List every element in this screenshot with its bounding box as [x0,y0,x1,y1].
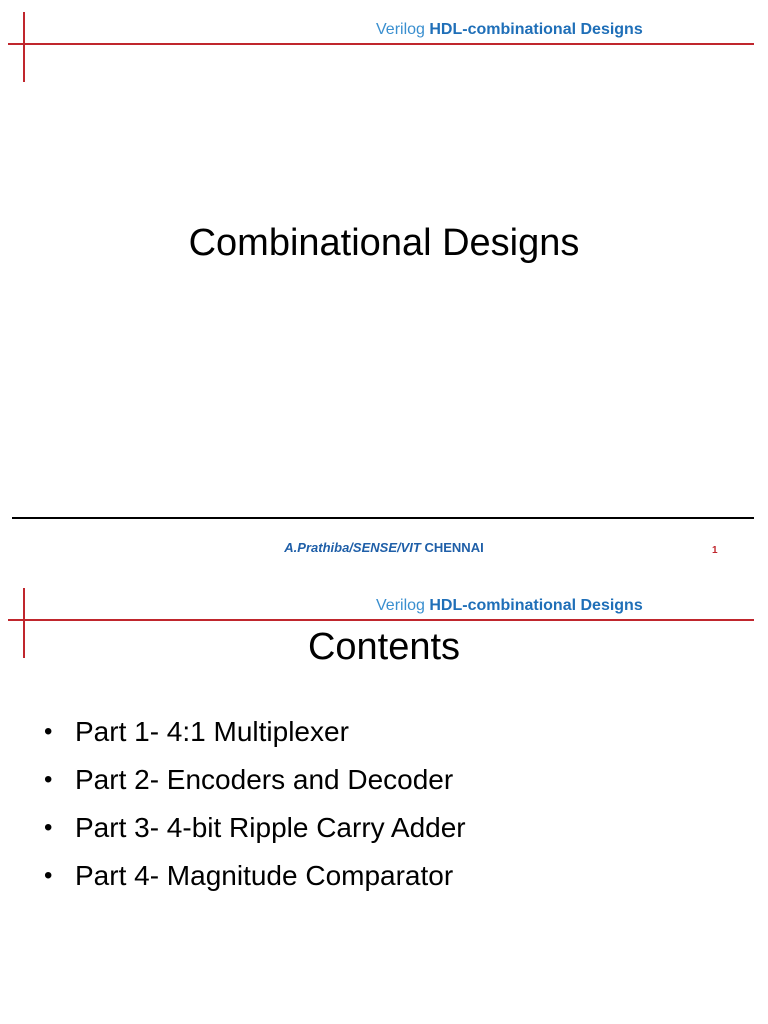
bullet-icon: • [44,862,53,889]
bullet-icon: • [44,814,53,841]
footer-author-location: CHENNAI [424,540,484,555]
slide-title: Combinational Designs [188,222,580,264]
header-topic-label: HDL-combinational Designs [429,21,643,38]
list-item-label: Part 1- 4:1 Multiplexer [75,716,349,747]
footer-author-name: A.Prathiba/SENSE/VIT [284,540,421,555]
slide-header [376,21,643,39]
header-verilog-label: Verilog [376,21,425,38]
bullet-icon: • [44,766,53,793]
list-item-label: Part 4- Magnitude Comparator [75,860,454,891]
slide-header [376,597,643,615]
header-verilog-label: Verilog [376,597,425,614]
footer-author [0,540,768,555]
header-red-rule [8,43,754,45]
bullet-icon: • [44,718,53,745]
footer-rule [12,517,754,519]
list-item-label: Part 3- 4-bit Ripple Carry Adder [75,812,466,843]
header-red-vertical-rule [23,12,25,82]
header-red-rule [8,619,754,621]
list-item-label: Part 2- Encoders and Decoder [75,764,454,795]
header-topic-label: HDL-combinational Designs [429,597,643,614]
page-number: 1 [712,545,718,556]
slide-2 [0,576,768,1024]
slide-title: Contents [307,626,461,668]
